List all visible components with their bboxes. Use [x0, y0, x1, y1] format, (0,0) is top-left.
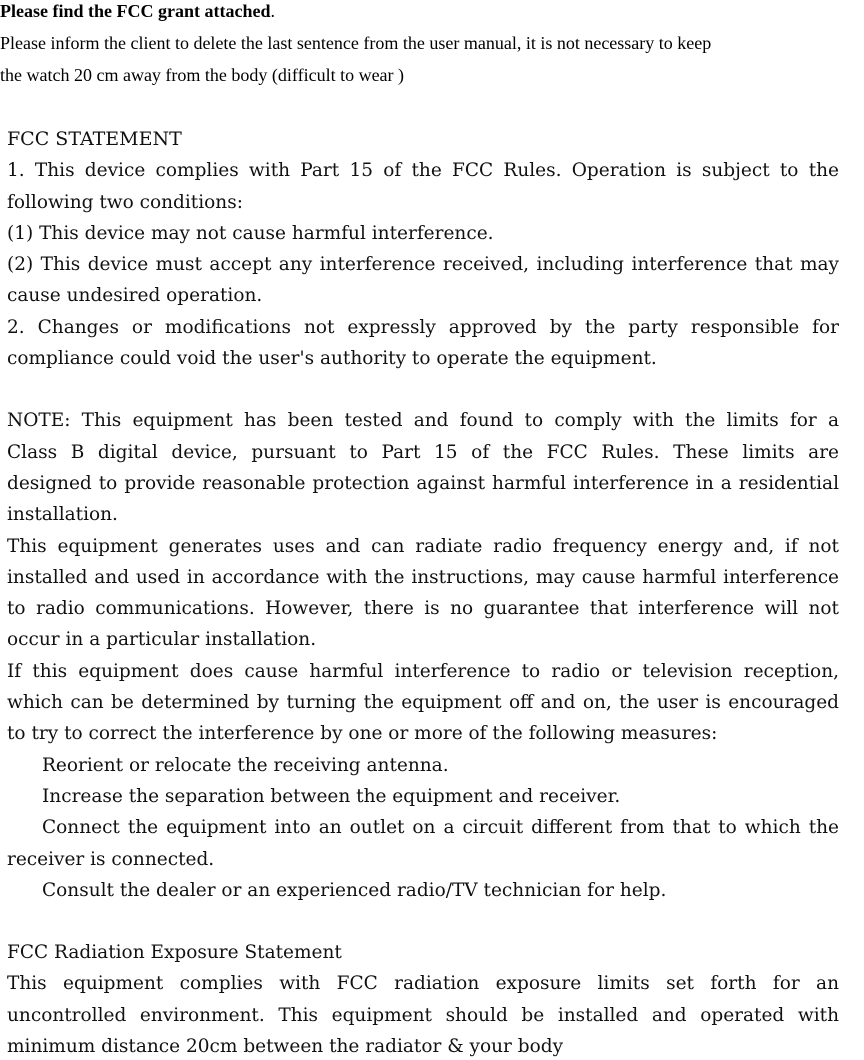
note-line-11: to try to correct the interference by one or more of the following measures:	[7, 723, 718, 745]
note-line-7: to radio communications. However, there is no guarantee that interference will not	[7, 598, 839, 620]
instruction-line-1: Please inform the client to delete the last sentence from the user manual, it is not necessary to keep	[0, 33, 712, 53]
measure-1: Reorient or relocate the receiving antenna.	[42, 754, 449, 776]
measure-2: Increase the separation between the equipment and receiver.	[42, 785, 621, 807]
radiation-line-2: uncontrolled environment. This equipment should be installed and operated with	[7, 1004, 839, 1026]
part15-line-2: following two conditions:	[7, 191, 243, 213]
measure-3-line-1: Connect the equipment into an outlet on a circuit different from that to which the	[42, 817, 839, 839]
condition-1: (1) This device may not cause harmful interference.	[7, 222, 494, 244]
changes-line-1: 2. Changes or modifications not expressly approved by the party responsible for	[7, 316, 839, 338]
part15-line-1: 1. This device complies with Part 15 of the FCC Rules. Operation is subject to the	[7, 160, 839, 182]
email-body	[0, 0, 864, 91]
spacer	[7, 906, 839, 937]
note-line-10: which can be determined by turning the equipment off and on, the user is encouraged	[7, 692, 839, 714]
condition-2-line-2: cause undesired operation.	[7, 285, 263, 307]
spacer	[7, 374, 839, 405]
instruction-line-2: the watch 20 cm away from the body (difficult to wear )	[0, 65, 405, 85]
radiation-line-3: minimum distance 20cm between the radiator & your body	[7, 1036, 564, 1058]
note-line-2: Class B digital device, pursuant to Part 15 of the FCC Rules. These limits are	[7, 441, 839, 463]
grant-attached-period: .	[270, 1, 275, 21]
grant-attached-line	[0, 0, 864, 22]
fcc-statement-content	[7, 124, 839, 1060]
grant-attached-text: Please find the FCC grant attached	[0, 1, 271, 21]
fcc-statement-scan	[0, 118, 864, 1060]
note-line-9: If this equipment does cause harmful interference to radio or television reception,	[7, 660, 839, 682]
changes-line-2: compliance could void the user's authority to operate the equipment.	[7, 348, 657, 370]
note-line-4: installation.	[7, 504, 118, 526]
radiation-heading: FCC Radiation Exposure Statement	[7, 942, 342, 964]
note-line-8: occur in a particular installation.	[7, 629, 317, 651]
note-line-6: installed and used in accordance with the instructions, may cause harmful interference	[7, 566, 839, 588]
note-line-1: NOTE: This equipment has been tested and found to comply with the limits for a	[7, 410, 839, 432]
note-line-3: designed to provide reasonable protection against harmful interference in a residential	[7, 472, 839, 494]
measure-3-line-2: receiver is connected.	[7, 848, 215, 870]
note-line-5: This equipment generates uses and can radiate radio frequency energy and, if not	[7, 535, 839, 557]
radiation-line-1: This equipment complies with FCC radiation exposure limits set forth for an	[7, 973, 839, 995]
condition-2-line-1: (2) This device must accept any interference received, including interference that may	[7, 254, 839, 276]
fcc-statement-heading: FCC STATEMENT	[7, 128, 182, 150]
measure-4: Consult the dealer or an experienced radio/TV technician for help.	[42, 879, 667, 901]
